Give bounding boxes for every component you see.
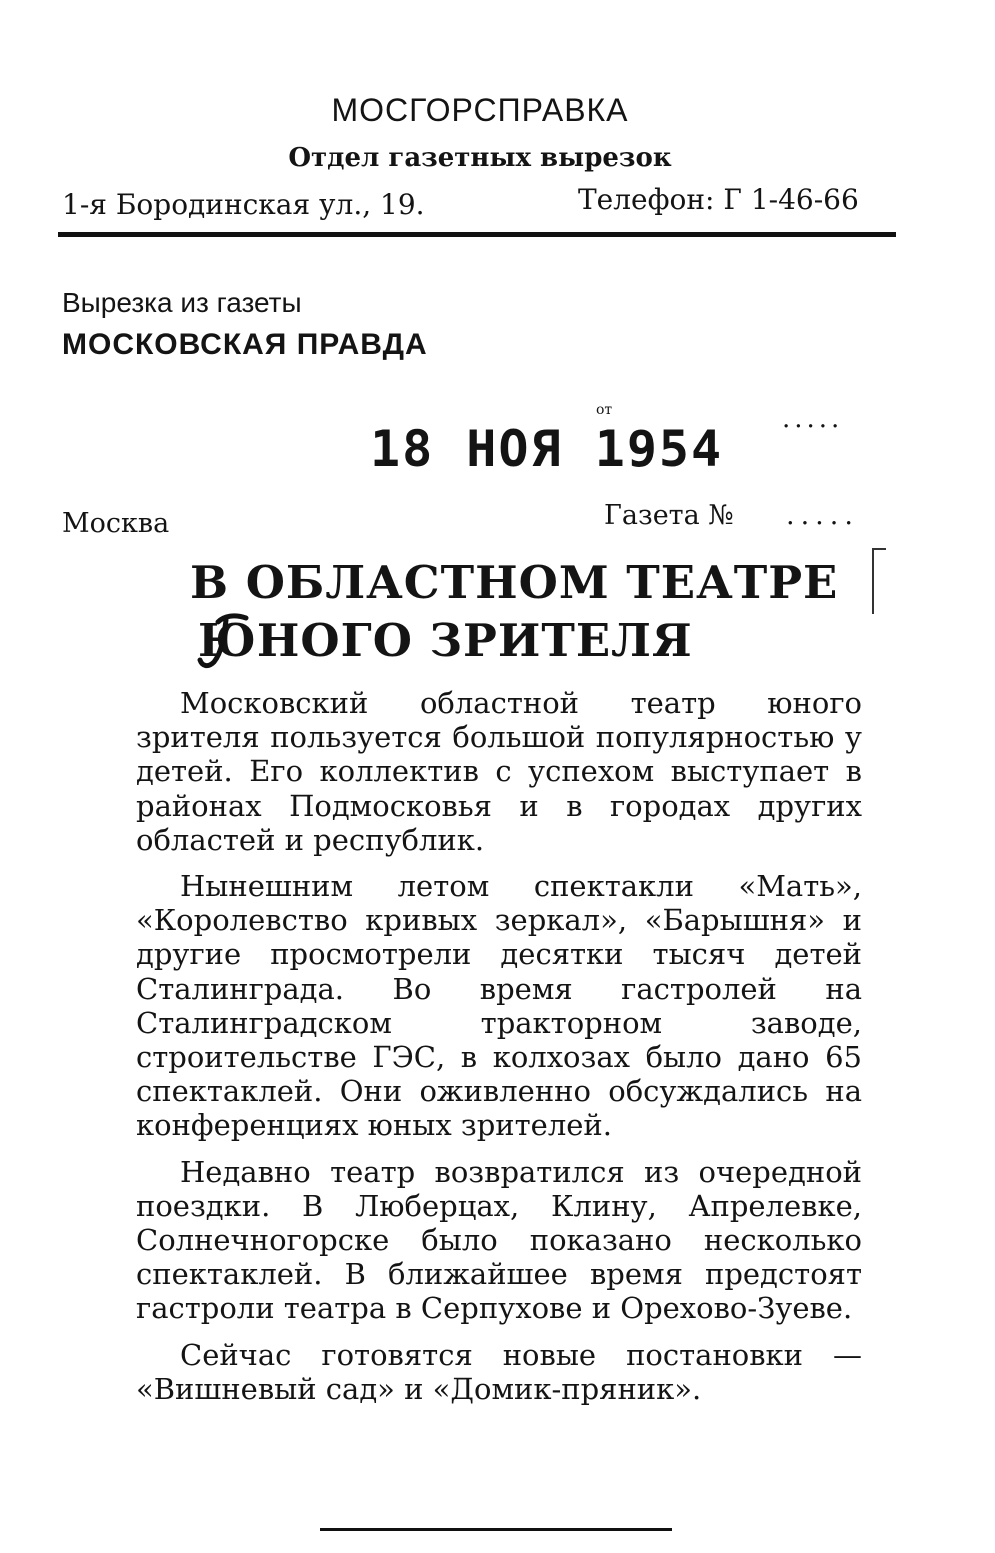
headline-line-2: ЮНОГО ЗРИТЕЛЯ (198, 614, 693, 667)
organization-title: МОСГОРСПРАВКА (331, 92, 629, 128)
header-divider (58, 232, 896, 237)
gazette-number-label: Газета № (604, 500, 734, 531)
newspaper-name: МОСКОВСКАЯ ПРАВДА (62, 328, 428, 361)
clip-bracket-mark (872, 548, 886, 614)
pen-mark-icon (196, 612, 252, 670)
clipping-label: Вырезка из газеты (62, 287, 302, 318)
city-label: Москва (62, 508, 170, 539)
article-body (136, 686, 862, 1418)
date-prefix: от (596, 402, 613, 418)
address: 1-я Бородинская ул., 19. (62, 188, 425, 221)
end-rule (320, 1528, 672, 1531)
headline-line-1: В ОБЛАСТНОМ ТЕАТРЕ (190, 556, 839, 609)
gazette-number-dots: ..... (786, 500, 859, 531)
article-paragraph-3: Недавно театр возвратился из очередной поездки. В Люберцах, Клину, Апрелевке, Солнечногорске было показано несколько спектаклей. В ближайшее время предстоят гастроли театра в Серпухове и Орехово-Зуеве. (136, 1154, 862, 1326)
article-paragraph-2: Нынешним летом спектакли «Мать», «Королевство кривых зеркал», «Барышня» и другие просмотрели десятки тысяч детей Сталинграда. Во время гастролей на Сталинградском тракторном заводе, строительстве ГЭС, в колхозах было дано 65 спектаклей. Они оживленно обсуждались на конференциях юных зрителей. (136, 869, 862, 1143)
date-dots: ..... (782, 404, 844, 434)
phone-number: Телефон: Г 1-46-66 (578, 183, 859, 216)
department-name: Отдел газетных вырезок (288, 143, 672, 173)
article-paragraph-4: Сейчас готовятся новые постановки — «Вишневый сад» и «Домик-пряник». (136, 1337, 862, 1406)
date-stamp: 18 НОЯ 1954 (370, 420, 724, 478)
article-paragraph-1: Московский областной театр юного зрителя пользуется большой популярностью у детей. Его коллектив с успехом выступает в районах Подмосковья и в городах других областей и республик. (136, 686, 862, 857)
